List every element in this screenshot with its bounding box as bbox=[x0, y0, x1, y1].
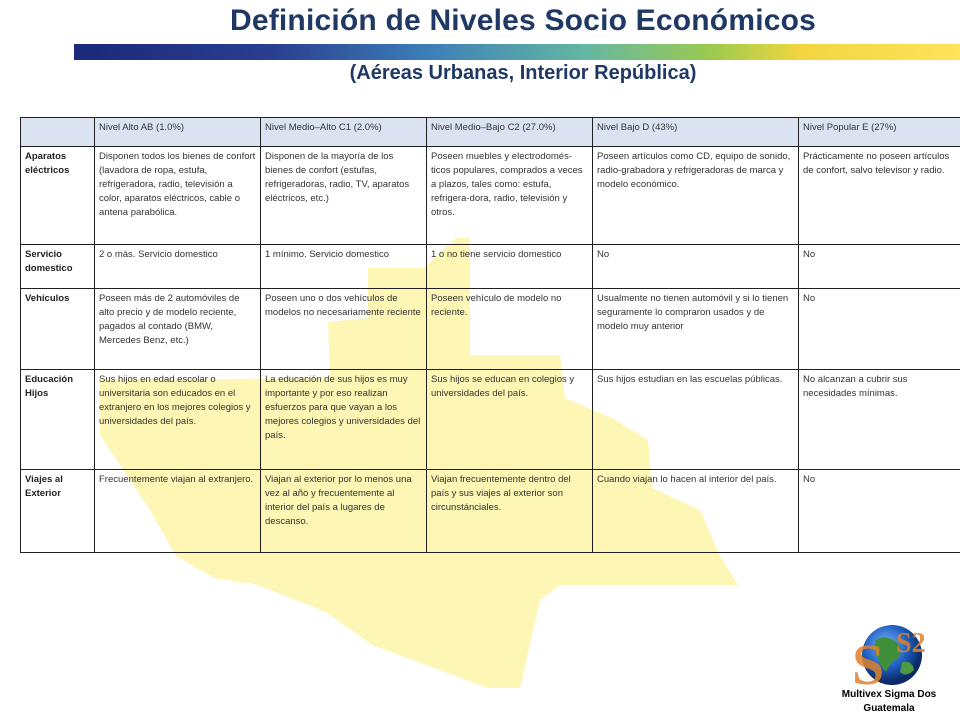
table-cell: 2 o más. Servicio domestico bbox=[95, 244, 261, 288]
table-cell: Usualmente no tienen automóvil y si lo tienen seguramente lo compraron usados y de modelo muy anterior bbox=[593, 289, 799, 370]
table-cell: 1 mínimo. Servicio domestico bbox=[261, 244, 427, 288]
table-cell: Viajan al exterior por lo menos una vez al año y frecuentemente al interior del país a lugares de descanso. bbox=[261, 470, 427, 553]
table-header-cell: Nivel Medio–Alto C1 (2.0%) bbox=[261, 118, 427, 147]
table-header-row bbox=[21, 118, 960, 147]
table-cell: Poseen muebles y electrodomés-ticos populares, comprados a veces a plazos, tales como: estufa, refrigera-dora, radio, televisión y otros. bbox=[427, 147, 593, 245]
row-label: Vehículos bbox=[21, 289, 95, 370]
table-cell: No bbox=[799, 470, 960, 553]
table-row bbox=[21, 289, 960, 370]
table-cell: Poseen artículos como CD, equipo de sonido, radio-grabadora y refrigeradoras de marca y modelo económico. bbox=[593, 147, 799, 245]
page-subtitle: (Aéreas Urbanas, Interior República) bbox=[349, 62, 697, 84]
table-cell: Sus hijos estudian en las escuelas públicas. bbox=[593, 370, 799, 470]
table-cell: Prácticamente no poseen artículos de confort, salvo televisor y radio. bbox=[799, 147, 960, 245]
company-name bbox=[814, 688, 960, 716]
table-row bbox=[21, 470, 960, 553]
multivex-globe-logo bbox=[846, 622, 930, 692]
table-cell: No bbox=[593, 244, 799, 288]
table-cell: No alcanzan a cubrir sus necesidades mínimas. bbox=[799, 370, 960, 470]
row-label: Aparatos eléctricos bbox=[21, 147, 95, 245]
table-cell: Viajan frecuentemente dentro del país y sus viajes al exterior son circunstánciales. bbox=[427, 470, 593, 553]
table-header-cell: Nivel Alto AB (1.0%) bbox=[95, 118, 261, 147]
table-cell: No bbox=[799, 289, 960, 370]
table-header-cell: Nivel Bajo D (43%) bbox=[593, 118, 799, 147]
table-header-cell bbox=[21, 118, 95, 147]
title-gradient-bar bbox=[74, 44, 960, 60]
table-cell: Poseen uno o dos vehículos de modelos no necesariamente reciente bbox=[261, 289, 427, 370]
table-cell: Disponen de la mayoría de los bienes de confort (estufas, refrigeradoras, radio, TV, aparatos eléctricos, etc.) bbox=[261, 147, 427, 245]
row-label: Viajes al Exterior bbox=[21, 470, 95, 553]
table-row bbox=[21, 244, 960, 288]
table-cell: Frecuentemente viajan al extranjero. bbox=[95, 470, 261, 553]
table-header-cell: Nivel Medio–Bajo C2 (27.0%) bbox=[427, 118, 593, 147]
row-label: Servicio domestico bbox=[21, 244, 95, 288]
table-cell: Sus hijos en edad escolar o universitaria son educados en el extranjero en los mejores colegios y universidades del país. bbox=[95, 370, 261, 470]
company-name-line1: Multivex Sigma Dos bbox=[841, 689, 937, 700]
row-label: Educación Hijos bbox=[21, 370, 95, 470]
svg-text:S2: S2 bbox=[896, 628, 926, 659]
company-name-line2: Guatemala bbox=[863, 703, 915, 714]
svg-text:S: S bbox=[852, 632, 885, 692]
table-cell: Poseen más de 2 automóviles de alto precio y de modelo reciente, pagados al contado (BMW, Mercedes Benz, etc.) bbox=[95, 289, 261, 370]
page-title: Definición de Niveles Socio Económicos bbox=[229, 4, 817, 37]
table-cell: Sus hijos se educan en colegios y universidades del país. bbox=[427, 370, 593, 470]
table-cell: Poseen vehículo de modelo no reciente. bbox=[427, 289, 593, 370]
table-row bbox=[21, 370, 960, 470]
table-cell: Cuando viajan lo hacen al interior del país. bbox=[593, 470, 799, 553]
socioeconomic-levels-table bbox=[20, 117, 960, 553]
table-header-cell: Nivel Popular E (27%) bbox=[799, 118, 960, 147]
table-row bbox=[21, 147, 960, 245]
table-cell: La educación de sus hijos es muy importante y por eso realizan esfuerzos para que vayan a los mejores colegios y universidades del país. bbox=[261, 370, 427, 470]
table-cell: Disponen todos los bienes de confort (lavadora de ropa, estufa, refrigeradora, radio, televisión a color, aparatos eléctricos, cable o antena parabólica. bbox=[95, 147, 261, 245]
table-cell: No bbox=[799, 244, 960, 288]
table-cell: 1 o no tiene servicio domestico bbox=[427, 244, 593, 288]
